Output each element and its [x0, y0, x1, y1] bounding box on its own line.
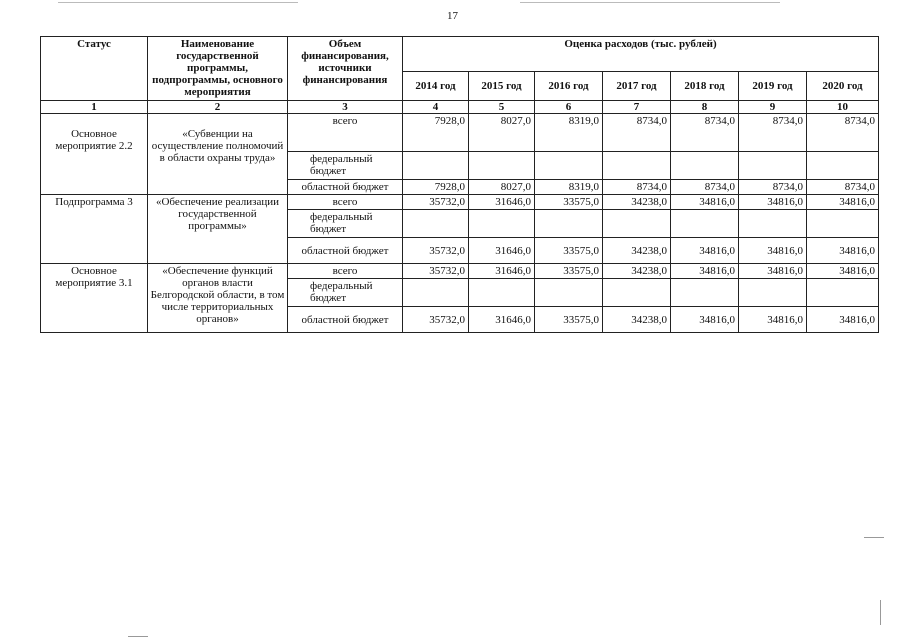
- table-cell: [739, 279, 807, 307]
- table-cell: 8734,0: [807, 114, 879, 152]
- scan-artifact: [880, 600, 881, 625]
- table-row: [41, 195, 879, 210]
- row-source: областной бюджет: [288, 180, 403, 195]
- header-volume: Объем финансирования, источники финансирования: [288, 37, 403, 101]
- header-year-2016: 2016 год: [535, 72, 603, 101]
- row-source: областной бюджет: [288, 307, 403, 333]
- row-status: Подпрограмма 3: [41, 195, 148, 264]
- table-cell: 33575,0: [535, 238, 603, 264]
- table-cell: 8027,0: [469, 114, 535, 152]
- scan-artifact: [128, 636, 148, 637]
- table-cell: 8734,0: [603, 180, 671, 195]
- header-name: Наименование государственной программы, подпрограммы, основного мероприятия: [148, 37, 288, 101]
- table-cell: 31646,0: [469, 307, 535, 333]
- table-cell: 33575,0: [535, 264, 603, 279]
- col-number: 4: [403, 101, 469, 114]
- header-estimate: Оценка расходов (тыс. рублей): [403, 37, 879, 72]
- table-cell: [603, 279, 671, 307]
- table-cell: 8734,0: [739, 114, 807, 152]
- table-cell: [469, 210, 535, 238]
- table-cell: 35732,0: [403, 238, 469, 264]
- row-source: федеральный бюджет: [288, 210, 403, 238]
- row-source: всего: [288, 195, 403, 210]
- table-cell: 34816,0: [739, 307, 807, 333]
- col-number: 8: [671, 101, 739, 114]
- table-cell: 34816,0: [671, 264, 739, 279]
- table-cell: 8734,0: [603, 114, 671, 152]
- table-cell: [535, 210, 603, 238]
- col-number: 9: [739, 101, 807, 114]
- table-cell: 34816,0: [807, 307, 879, 333]
- col-number: 2: [148, 101, 288, 114]
- table-cell: 34816,0: [807, 195, 879, 210]
- table-cell: [603, 152, 671, 180]
- table-cell: 34816,0: [739, 238, 807, 264]
- table-cell: 34816,0: [671, 238, 739, 264]
- table-cell: 31646,0: [469, 238, 535, 264]
- row-source: всего: [288, 114, 403, 152]
- table-cell: [469, 152, 535, 180]
- header-year-2014: 2014 год: [403, 72, 469, 101]
- budget-table-wrap: [40, 36, 879, 333]
- budget-table: [40, 36, 879, 333]
- table-cell: 8319,0: [535, 114, 603, 152]
- table-cell: [671, 279, 739, 307]
- table-cell: 35732,0: [403, 307, 469, 333]
- table-cell: 34238,0: [603, 264, 671, 279]
- table-cell: 7928,0: [403, 180, 469, 195]
- page-number: 17: [447, 10, 458, 22]
- row-source: федеральный бюджет: [288, 152, 403, 180]
- table-cell: 35732,0: [403, 195, 469, 210]
- table-cell: 34816,0: [807, 238, 879, 264]
- col-number: 3: [288, 101, 403, 114]
- table-cell: [603, 210, 671, 238]
- table-cell: 34816,0: [807, 264, 879, 279]
- table-cell: 34816,0: [671, 195, 739, 210]
- table-cell: [807, 210, 879, 238]
- table-cell: 33575,0: [535, 195, 603, 210]
- table-row: [41, 264, 879, 279]
- row-name: «Субвенции на осуществление полномочий в области охраны труда»: [148, 114, 288, 195]
- scan-artifact: [864, 537, 884, 538]
- col-number: 7: [603, 101, 671, 114]
- col-number: 5: [469, 101, 535, 114]
- table-cell: 34238,0: [603, 307, 671, 333]
- table-cell: 8734,0: [671, 180, 739, 195]
- table-cell: 8027,0: [469, 180, 535, 195]
- table-cell: [403, 279, 469, 307]
- table-cell: 34816,0: [739, 195, 807, 210]
- header-year-2019: 2019 год: [739, 72, 807, 101]
- table-cell: 31646,0: [469, 264, 535, 279]
- row-status: Основное мероприятие 3.1: [41, 264, 148, 333]
- col-number: 10: [807, 101, 879, 114]
- table-cell: [671, 152, 739, 180]
- table-cell: 31646,0: [469, 195, 535, 210]
- table-cell: [469, 279, 535, 307]
- table-cell: 34238,0: [603, 238, 671, 264]
- header-year-2015: 2015 год: [469, 72, 535, 101]
- row-name: «Обеспечение реализации государственной программы»: [148, 195, 288, 264]
- row-status: Основное мероприятие 2.2: [41, 114, 148, 195]
- table-cell: [807, 152, 879, 180]
- table-cell: [807, 279, 879, 307]
- header-year-2017: 2017 год: [603, 72, 671, 101]
- table-cell: 7928,0: [403, 114, 469, 152]
- row-source: областной бюджет: [288, 238, 403, 264]
- table-cell: 8734,0: [807, 180, 879, 195]
- row-name: «Обеспечение функций органов власти Белгородской области, в том числе территориальных органов»: [148, 264, 288, 333]
- header-status: Статус: [41, 37, 148, 101]
- table-cell: [403, 152, 469, 180]
- table-cell: [535, 279, 603, 307]
- table-cell: [739, 152, 807, 180]
- header-year-2018: 2018 год: [671, 72, 739, 101]
- table-cell: [403, 210, 469, 238]
- scan-artifact: [58, 2, 298, 3]
- table-cell: 8734,0: [671, 114, 739, 152]
- scan-artifact: [520, 2, 780, 3]
- col-number: 6: [535, 101, 603, 114]
- table-cell: 33575,0: [535, 307, 603, 333]
- table-cell: 8734,0: [739, 180, 807, 195]
- row-source: всего: [288, 264, 403, 279]
- col-number: 1: [41, 101, 148, 114]
- table-cell: 34816,0: [739, 264, 807, 279]
- column-number-row: [41, 101, 879, 114]
- table-cell: [535, 152, 603, 180]
- table-cell: 35732,0: [403, 264, 469, 279]
- table-cell: [671, 210, 739, 238]
- header-row-1: [41, 37, 879, 72]
- table-cell: 8319,0: [535, 180, 603, 195]
- header-year-2020: 2020 год: [807, 72, 879, 101]
- table-cell: 34816,0: [671, 307, 739, 333]
- table-row: [41, 114, 879, 152]
- table-cell: [739, 210, 807, 238]
- row-source: федеральный бюджет: [288, 279, 403, 307]
- table-cell: 34238,0: [603, 195, 671, 210]
